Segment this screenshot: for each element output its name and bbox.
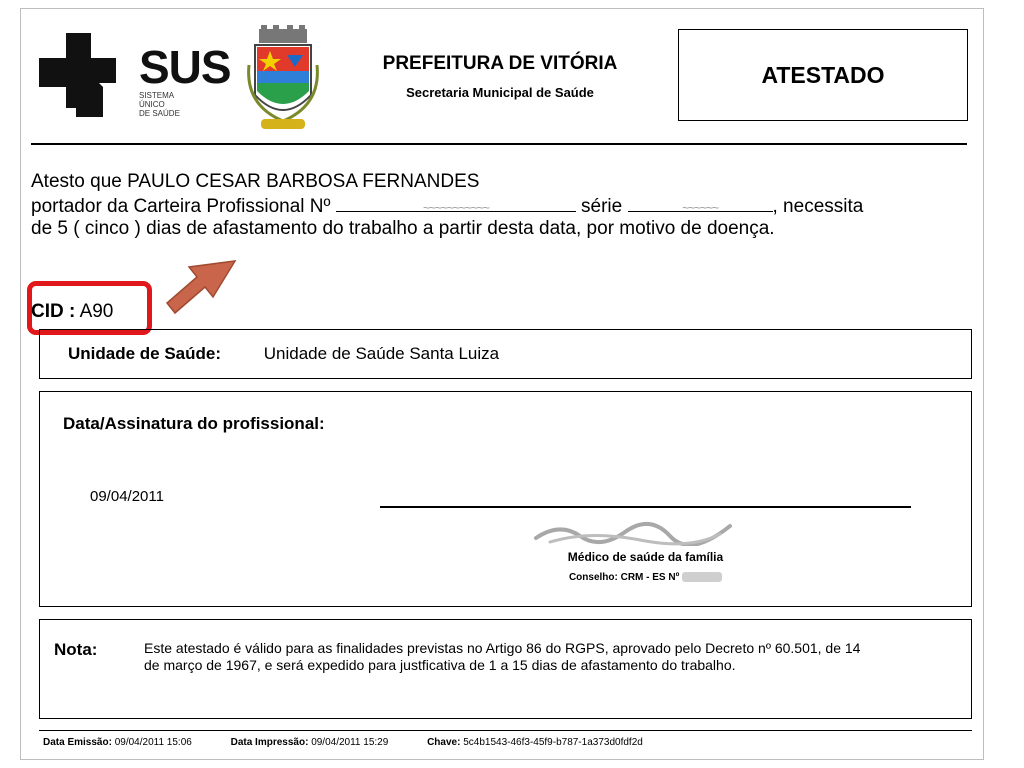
signature-box bbox=[39, 391, 972, 607]
vitoria-crest-icon bbox=[243, 25, 323, 135]
unidade-label: Unidade de Saúde: bbox=[68, 344, 222, 363]
conselho-label: Conselho: CRM - ES Nº bbox=[568, 572, 680, 583]
logos-area bbox=[31, 25, 351, 135]
signature-scribble-icon bbox=[530, 518, 740, 546]
necessita-text: , necessita bbox=[772, 196, 864, 217]
redacted-crm bbox=[682, 572, 722, 582]
redacted-serie: ~~~~~~ bbox=[681, 201, 719, 215]
footer-impressao bbox=[231, 737, 389, 748]
document-type-title: ATESTADO bbox=[761, 61, 885, 88]
sus-subtitle-line: DE SAÚDE bbox=[139, 109, 180, 118]
signature-date: 09/04/2011 bbox=[90, 488, 164, 505]
unidade-value: Unidade de Saúde Santa Luiza bbox=[263, 344, 500, 363]
chave-value: 5c4b1543-46f3-45f9-b787-1a373d0fdf2d bbox=[463, 737, 643, 748]
unidade-box bbox=[39, 329, 972, 379]
nota-text: Este atestado é válido para as finalidades previstas no Artigo 86 do RGPS, aprovado pelo Decreto nº 60.501, de 14 de março de 1967, e será expedido para justficativa de 1 a 15 dias de afastamento do trabalho. bbox=[144, 640, 861, 673]
carteira-number-field bbox=[336, 193, 576, 215]
unidade-row bbox=[68, 344, 499, 364]
serie-label: série bbox=[581, 196, 623, 217]
pointer-arrow-icon bbox=[161, 257, 241, 323]
nota-box bbox=[39, 619, 972, 719]
prefeitura-subtitle: Secretaria Municipal de Saúde bbox=[406, 85, 594, 100]
statement-line-2 bbox=[31, 193, 971, 218]
prefeitura-heading bbox=[361, 53, 639, 100]
sus-name: SUS bbox=[139, 41, 231, 93]
serie-number-field bbox=[628, 193, 773, 215]
cid-value: A90 bbox=[79, 301, 114, 322]
document-type-box bbox=[678, 29, 968, 121]
redacted-number: ~~~~~~~~~~~ bbox=[422, 201, 489, 215]
header-divider bbox=[31, 143, 967, 145]
impressao-label: Data Impressão: bbox=[230, 737, 309, 748]
chave-label: Chave: bbox=[427, 737, 461, 748]
signature-label: Data/Assinatura do profissional: bbox=[63, 414, 325, 433]
impressao-value: 09/04/2011 15:29 bbox=[311, 737, 389, 748]
emissao-label: Data Emissão: bbox=[43, 737, 112, 748]
sus-subtitle bbox=[139, 91, 231, 118]
sus-subtitle-line: ÚNICO bbox=[139, 100, 165, 109]
signature-line bbox=[380, 506, 911, 508]
footer-chave bbox=[427, 737, 643, 748]
sus-subtitle-line: SISTEMA bbox=[139, 91, 175, 100]
emissao-value: 09/04/2011 15:06 bbox=[114, 737, 192, 748]
sus-wordmark bbox=[139, 41, 231, 118]
carteira-label: portador da Carteira Profissional Nº bbox=[31, 196, 331, 217]
signature-conselho bbox=[380, 572, 911, 583]
atestado-document bbox=[20, 8, 984, 760]
statement-line-3: de 5 ( cinco ) dias de afastamento do trabalho a partir desta data, por motivo de doença. bbox=[31, 218, 775, 239]
cid-row bbox=[31, 301, 113, 323]
prefeitura-title: PREFEITURA DE VITÓRIA bbox=[382, 53, 618, 74]
signature-role: Médico de saúde da família bbox=[567, 550, 724, 564]
nota-label: Nota: bbox=[54, 640, 98, 659]
sus-cross-logo bbox=[31, 25, 131, 125]
footer-divider bbox=[39, 730, 972, 731]
cid-label: CID : bbox=[31, 301, 76, 322]
footer-emissao bbox=[43, 737, 192, 748]
certificate-statement bbox=[31, 171, 971, 240]
statement-line-1: Atesto que PAULO CESAR BARBOSA FERNANDES bbox=[31, 171, 480, 192]
document-footer bbox=[43, 737, 679, 748]
